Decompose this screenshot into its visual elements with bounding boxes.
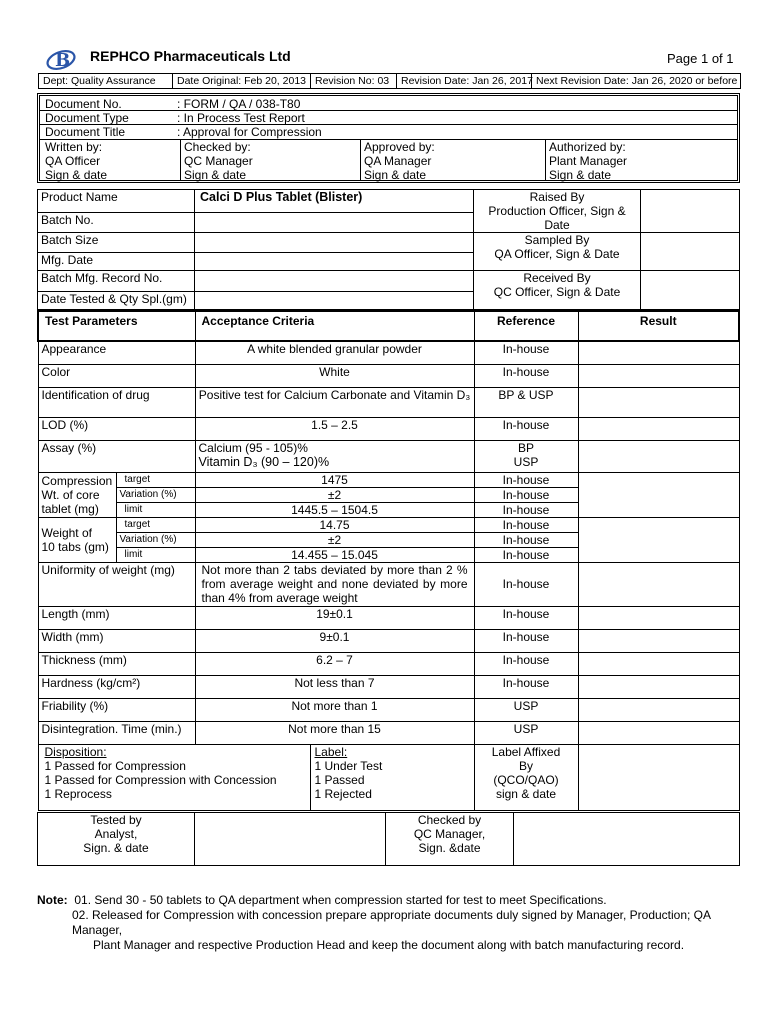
header-acceptance-criteria: Acceptance Criteria bbox=[195, 311, 474, 341]
label-affixed-sign-cell[interactable] bbox=[578, 744, 739, 810]
result-cell[interactable] bbox=[578, 652, 739, 675]
received-sign-cell[interactable] bbox=[641, 271, 740, 310]
ref-thickness: In-house bbox=[474, 652, 578, 675]
approved-by: Approved by: QA Manager Sign & date bbox=[364, 140, 435, 182]
param-compression: Compression Wt. of core tablet (mg) bbox=[38, 472, 116, 517]
ref-length: In-house bbox=[474, 606, 578, 629]
test-table bbox=[37, 310, 740, 811]
param-width: Width (mm) bbox=[38, 629, 195, 652]
note-1: 01. Send 30 - 50 tablets to QA department when compression started for test to meet Specifications. bbox=[74, 893, 607, 907]
criteria-friability: Not more than 1 bbox=[195, 698, 474, 721]
doc-value: : In Process Test Report bbox=[177, 111, 305, 125]
revision-no: Revision No: 03 bbox=[311, 74, 397, 89]
batch-size-cell[interactable] bbox=[195, 233, 474, 253]
received-by: Received By QC Officer, Sign & Date bbox=[474, 271, 641, 310]
note-label: Note: bbox=[37, 893, 68, 907]
result-cell[interactable] bbox=[578, 364, 739, 387]
result-cell[interactable] bbox=[578, 517, 739, 562]
param-thickness: Thickness (mm) bbox=[38, 652, 195, 675]
doc-label: Document No. bbox=[45, 97, 122, 111]
dept: Dept: Quality Assurance bbox=[39, 74, 173, 89]
ref-color: In-house bbox=[474, 364, 578, 387]
ref-disintegration: USP bbox=[474, 721, 578, 744]
revision-header bbox=[38, 73, 741, 89]
header-result: Result bbox=[578, 311, 739, 341]
criteria-lod: 1.5 – 2.5 bbox=[195, 417, 474, 440]
ref-identification: BP & USP bbox=[474, 387, 578, 417]
ref-weight: In-house bbox=[474, 517, 578, 532]
param-lod: LOD (%) bbox=[38, 417, 195, 440]
header-reference: Reference bbox=[474, 311, 578, 341]
ref-compression: In-house bbox=[474, 487, 578, 502]
compression-variation: ±2 bbox=[195, 487, 474, 502]
tested-by: Tested by Analyst, Sign. & date bbox=[38, 813, 195, 866]
ref-weight: In-house bbox=[474, 532, 578, 547]
date-original: Date Original: Feb 20, 2013 bbox=[173, 74, 311, 89]
product-table bbox=[37, 189, 740, 310]
disposition-option[interactable]: 1 Reprocess bbox=[44, 786, 112, 801]
sub-target: target bbox=[116, 517, 195, 532]
result-cell[interactable] bbox=[578, 606, 739, 629]
label-option[interactable]: 1 Under Test bbox=[314, 758, 383, 773]
criteria-thickness: 6.2 – 7 bbox=[195, 652, 474, 675]
ref-friability: USP bbox=[474, 698, 578, 721]
row-label: Product Name bbox=[38, 190, 195, 213]
sub-target: target bbox=[116, 472, 195, 487]
criteria-color: White bbox=[195, 364, 474, 387]
result-cell[interactable] bbox=[578, 387, 739, 417]
sampled-sign-cell[interactable] bbox=[641, 233, 740, 271]
company-logo bbox=[46, 48, 76, 72]
checked-sign-cell[interactable] bbox=[514, 813, 740, 866]
company-name: REPHCO Pharmaceuticals Ltd bbox=[90, 48, 291, 64]
label-option[interactable]: 1 Rejected bbox=[314, 786, 372, 801]
sub-limit: limit bbox=[116, 502, 195, 517]
ref-uniformity: In-house bbox=[474, 562, 578, 606]
page-number: Page 1 of 1 bbox=[667, 51, 734, 66]
param-color: Color bbox=[38, 364, 195, 387]
result-cell[interactable] bbox=[578, 629, 739, 652]
row-label: Batch Size bbox=[38, 233, 195, 253]
svg-text:B: B bbox=[55, 50, 71, 71]
param-uniformity: Uniformity of weight (mg) bbox=[38, 562, 195, 606]
signoff-table bbox=[37, 812, 740, 866]
weight-variation: ±2 bbox=[195, 532, 474, 547]
next-revision-date: Next Revision Date: Jan 26, 2020 or before bbox=[532, 74, 741, 89]
weight-limit: 14.455 – 15.045 bbox=[195, 547, 474, 562]
ref-appearance: In-house bbox=[474, 341, 578, 364]
raised-sign-cell[interactable] bbox=[641, 190, 740, 233]
sub-limit: limit bbox=[116, 547, 195, 562]
doc-value: : Approval for Compression bbox=[177, 125, 322, 139]
ref-width: In-house bbox=[474, 629, 578, 652]
disposition: Disposition: 1 Passed for Compression 1 Passed for Compression with Concession 1 Reprocess bbox=[38, 744, 310, 810]
ref-weight: In-house bbox=[474, 547, 578, 562]
bmr-cell[interactable] bbox=[195, 271, 474, 292]
result-cell[interactable] bbox=[578, 417, 739, 440]
tested-sign-cell[interactable] bbox=[195, 813, 386, 866]
criteria-identification: Positive test for Calcium Carbonate and Vitamin D₃ bbox=[195, 387, 474, 417]
label-option[interactable]: 1 Passed bbox=[314, 772, 365, 787]
row-label: Batch Mfg. Record No. bbox=[38, 271, 195, 292]
criteria-uniformity: Not more than 2 tabs deviated by more than 2 % from average weight and none deviated by more than 4% from average weight bbox=[195, 562, 474, 606]
sub-variation: Variation (%) bbox=[116, 487, 195, 502]
param-weight-10-tabs: Weight of 10 tabs (gm) bbox=[38, 517, 116, 562]
result-cell[interactable] bbox=[578, 698, 739, 721]
compression-limit: 1445.5 – 1504.5 bbox=[195, 502, 474, 517]
param-length: Length (mm) bbox=[38, 606, 195, 629]
sampled-by: Sampled By QA Officer, Sign & Date bbox=[474, 233, 641, 271]
ref-assay: BP USP bbox=[474, 440, 578, 472]
criteria-hardness: Not less than 7 bbox=[195, 675, 474, 698]
ref-hardness: In-house bbox=[474, 675, 578, 698]
criteria-width: 9±0.1 bbox=[195, 629, 474, 652]
date-tested-cell[interactable] bbox=[195, 292, 474, 310]
written-by: Written by: QA Officer Sign & date bbox=[45, 140, 108, 182]
sub-variation: Variation (%) bbox=[116, 532, 195, 547]
criteria-length: 19±0.1 bbox=[195, 606, 474, 629]
doc-label: Document Type bbox=[45, 111, 129, 125]
param-identification: Identification of drug bbox=[38, 387, 195, 417]
label-affixed-by: Label Affixed By (QCO/QAO) sign & date bbox=[474, 744, 578, 810]
row-label: Mfg. Date bbox=[38, 253, 195, 271]
result-cell[interactable] bbox=[578, 675, 739, 698]
criteria-appearance: A white blended granular powder bbox=[195, 341, 474, 364]
result-cell[interactable] bbox=[578, 440, 739, 472]
criteria-assay: Calcium (95 - 105)% Vitamin D₃ (90 – 120)% bbox=[195, 440, 474, 472]
note-2: 02. Released for Compression with concession prepare appropriate documents duly signed by Manager, Production; QA Manager, bbox=[72, 908, 711, 937]
authorized-by: Authorized by: Plant Manager Sign & date bbox=[549, 140, 628, 182]
row-label: Batch No. bbox=[38, 212, 195, 232]
param-assay: Assay (%) bbox=[38, 440, 195, 472]
raised-by: Raised By Production Officer, Sign & Date bbox=[474, 190, 641, 233]
revision-date: Revision Date: Jan 26, 2017 bbox=[397, 74, 532, 89]
criteria-disintegration: Not more than 15 bbox=[195, 721, 474, 744]
param-hardness: Hardness (kg/cm²) bbox=[38, 675, 195, 698]
note-2-cont: Plant Manager and respective Production Head and keep the document along with batch manufacturing record. bbox=[93, 938, 685, 952]
param-disintegration: Disintegration. Time (min.) bbox=[38, 721, 195, 744]
result-cell[interactable] bbox=[578, 341, 739, 364]
param-appearance: Appearance bbox=[38, 341, 195, 364]
checked-by: Checked by: QC Manager Sign & date bbox=[184, 140, 253, 182]
param-friability: Friability (%) bbox=[38, 698, 195, 721]
row-label: Date Tested & Qty Spl.(gm) bbox=[38, 292, 195, 310]
batch-no-cell[interactable] bbox=[195, 212, 474, 232]
mfg-date-cell[interactable] bbox=[195, 253, 474, 271]
weight-target: 14.75 bbox=[195, 517, 474, 532]
doc-label: Document Title bbox=[45, 125, 126, 139]
notes bbox=[37, 893, 757, 953]
document-info bbox=[37, 93, 740, 183]
checked-by-qc: Checked by QC Manager, Sign. &date bbox=[386, 813, 514, 866]
header-test-parameters: Test Parameters bbox=[38, 311, 195, 341]
label-status: Label: 1 Under Test 1 Passed 1 Rejected bbox=[310, 744, 474, 810]
compression-target: 1475 bbox=[195, 472, 474, 487]
product-name: Calci D Plus Tablet (Blister) bbox=[195, 190, 474, 213]
disposition-option[interactable]: 1 Passed for Compression bbox=[44, 758, 186, 773]
result-cell[interactable] bbox=[578, 721, 739, 744]
ref-compression: In-house bbox=[474, 502, 578, 517]
ref-lod: In-house bbox=[474, 417, 578, 440]
disposition-option[interactable]: 1 Passed for Compression with Concession bbox=[44, 772, 277, 787]
ref-compression: In-house bbox=[474, 472, 578, 487]
result-cell[interactable] bbox=[578, 562, 739, 606]
doc-value: : FORM / QA / 038-T80 bbox=[177, 97, 301, 111]
result-cell[interactable] bbox=[578, 472, 739, 517]
